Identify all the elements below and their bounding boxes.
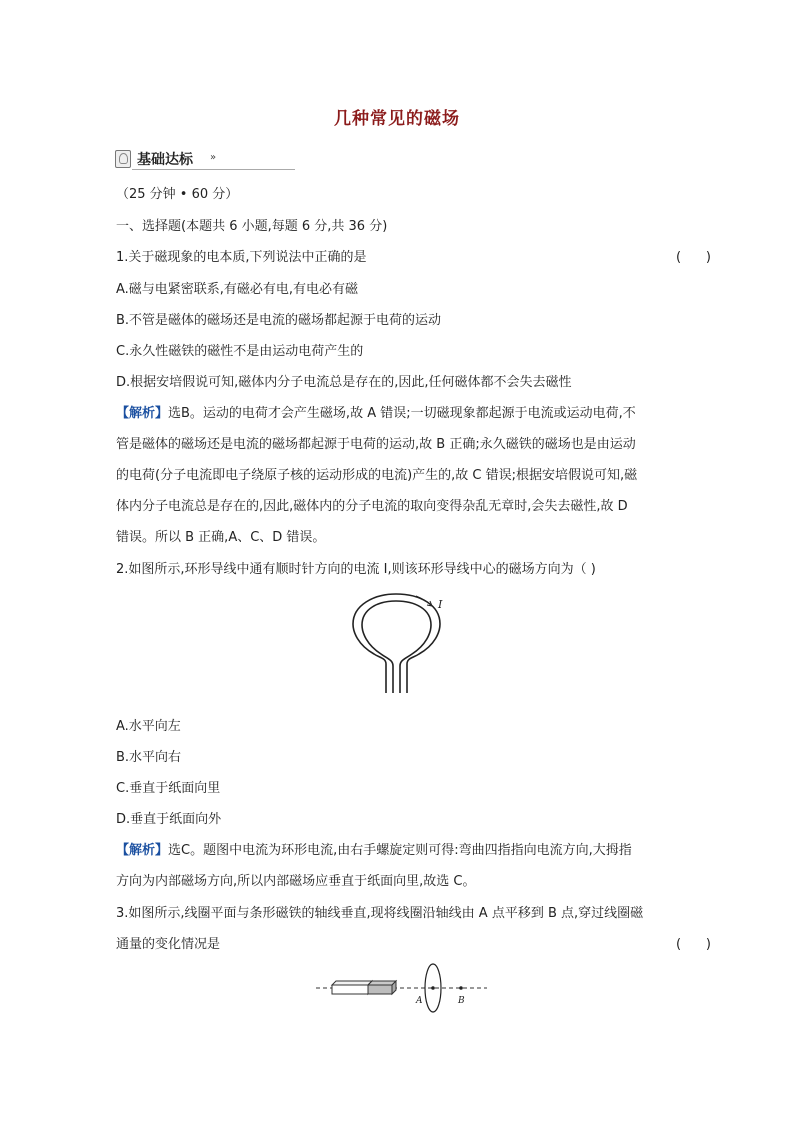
q1-analysis-text-1: 选B。运动的电荷才会产生磁场,故 A 错误;一切磁现象都起源于电流或运动电荷,不 bbox=[168, 406, 636, 421]
lightbulb-icon bbox=[115, 150, 131, 168]
q2-option-c: C.垂直于纸面向里 bbox=[116, 781, 221, 796]
q1-option-b: B.不管是磁体的磁场还是电流的磁场都起源于电荷的运动 bbox=[116, 313, 442, 328]
q2-option-d: D.垂直于纸面向外 bbox=[116, 812, 222, 827]
q3-stem-line-2: 通量的变化情况是 bbox=[116, 937, 221, 952]
q1-analysis-line-4: 体内分子电流总是存在的,因此,磁体内的分子电流的取向变得杂乱无章时,会失去磁性,故 D bbox=[116, 499, 628, 514]
page-title: 几种常见的磁场 bbox=[334, 109, 460, 129]
q1-option-c: C.永久性磁铁的磁性不是由运动电荷产生的 bbox=[116, 344, 364, 359]
current-label: I bbox=[438, 598, 443, 611]
q1-analysis-line-3: 的电荷(分子电流即电子绕原子核的运动形成的电流)产生的,故 C 错误;根据安培假说可知,磁 bbox=[116, 468, 638, 483]
q2-stem: 2.如图所示,环形导线中通有顺时针方向的电流 I,则该环形导线中心的磁场方向为（ ) bbox=[116, 562, 596, 577]
point-a-label: A bbox=[416, 996, 423, 1006]
q2-analysis-line-1 bbox=[116, 842, 632, 860]
q3-answer-bracket: ( ) bbox=[676, 937, 711, 952]
magnet-coil-figure bbox=[312, 962, 492, 1018]
q2-analysis-tag: 【解析】 bbox=[116, 843, 169, 858]
double-chevron-icon: » bbox=[210, 152, 217, 163]
q2-analysis-text-1: 选C。题图中电流为环形电流,由右手螺旋定则可得:弯曲四指指向电流方向,大拇指 bbox=[168, 843, 632, 858]
section-label: 基础达标 bbox=[137, 152, 193, 168]
q1-option-d: D.根据安培假说可知,磁体内分子电流总是存在的,因此,任何磁体都不会失去磁性 bbox=[116, 375, 572, 390]
q2-analysis-line-2: 方向为内部磁场方向,所以内部磁场应垂直于纸面向里,故选 C。 bbox=[116, 874, 476, 889]
q1-analysis-line-1 bbox=[116, 405, 636, 423]
q1-analysis-line-2: 管是磁体的磁场还是电流的磁场都起源于电荷的运动,故 B 正确;永久磁铁的磁场也是由运动 bbox=[116, 437, 636, 452]
q1-option-a: A.磁与电紧密联系,有磁必有电,有电必有磁 bbox=[116, 282, 359, 297]
q3-stem-line-1: 3.如图所示,线圈平面与条形磁铁的轴线垂直,现将线圈沿轴线由 A 点平移到 B 点,穿过线圈磁 bbox=[116, 906, 644, 921]
q2-option-b: B.水平向右 bbox=[116, 750, 182, 765]
part-heading: 一、选择题(本题共 6 小题,每题 6 分,共 36 分) bbox=[116, 219, 388, 234]
time-score: （25 分钟 • 60 分） bbox=[116, 187, 239, 202]
point-b-label: B bbox=[458, 996, 465, 1006]
section-rule bbox=[132, 169, 295, 170]
q2-option-a: A.水平向左 bbox=[116, 719, 181, 734]
ring-wire-figure bbox=[340, 588, 460, 698]
q1-analysis-tag: 【解析】 bbox=[116, 406, 169, 421]
q1-analysis-line-5: 错误。所以 B 正确,A、C、D 错误。 bbox=[116, 530, 326, 545]
q1-answer-bracket: ( ) bbox=[676, 250, 711, 265]
q1-stem: 1.关于磁现象的电本质,下列说法中正确的是 bbox=[116, 250, 367, 265]
section-header bbox=[115, 148, 295, 170]
